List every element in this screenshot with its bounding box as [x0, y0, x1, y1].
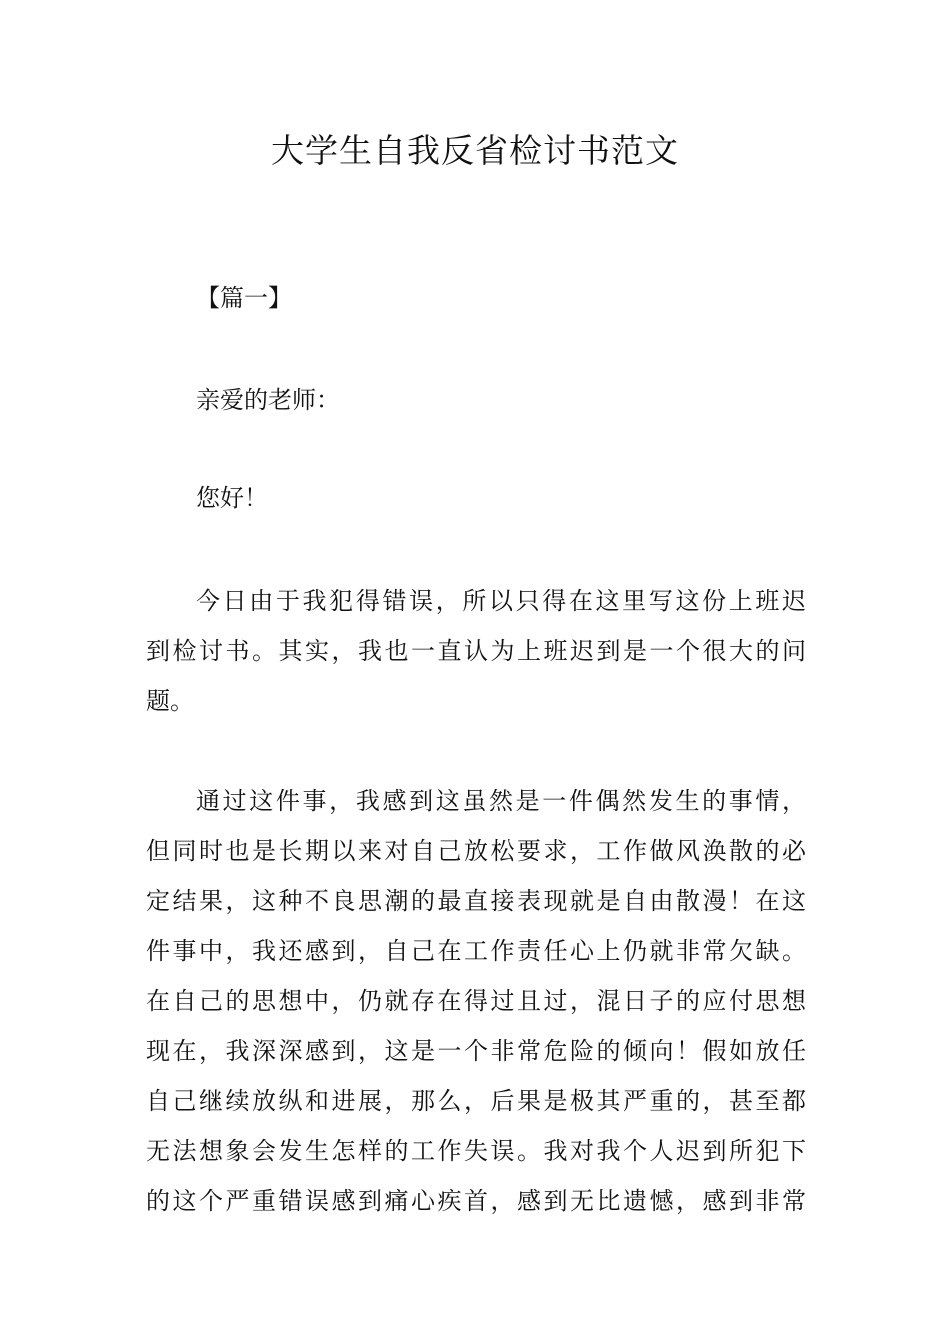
document-title: 大学生自我反省检讨书范文: [271, 131, 679, 170]
paragraph-2: [146, 776, 806, 1226]
paragraph-line: 在自己的思想中，仍就存在得过且过，混日子的应付思想: [146, 987, 806, 1015]
paragraph-line: 但同时也是长期以来对自己放松要求，工作做风涣散的必: [146, 837, 806, 865]
paragraph-line: 通过这件事，我感到这虽然是一件偶然发生的事情，: [196, 787, 806, 815]
paragraph-line: 自己继续放纵和进展，那么，后果是极其严重的，甚至都: [146, 1087, 806, 1115]
paragraph-line: 现在，我深深感到，这是一个非常危险的倾向！假如放任: [146, 1037, 806, 1065]
paragraph-line: 无法想象会发生怎样的工作失误。我对我个人迟到所犯下: [146, 1137, 806, 1165]
greeting: 您好！: [196, 484, 268, 512]
paragraph-line: 到检讨书。其实，我也一直认为上班迟到是一个很大的问: [146, 637, 806, 665]
paragraph-line: 题。: [146, 687, 194, 715]
paragraph-line: 件事中，我还感到，自己在工作责任心上仍就非常欠缺。: [146, 937, 806, 965]
paragraph-line: 的这个严重错误感到痛心疾首，感到无比遗憾，感到非常: [146, 1187, 806, 1215]
paragraph-line: 今日由于我犯得错误，所以只得在这里写这份上班迟: [196, 587, 806, 615]
section-label: 【篇一】: [196, 284, 292, 312]
paragraph-line: 定结果，这种不良思潮的最直接表现就是自由散漫！在这: [146, 887, 806, 915]
salutation: 亲爱的老师：: [196, 386, 340, 414]
paragraph-1: [146, 576, 806, 726]
